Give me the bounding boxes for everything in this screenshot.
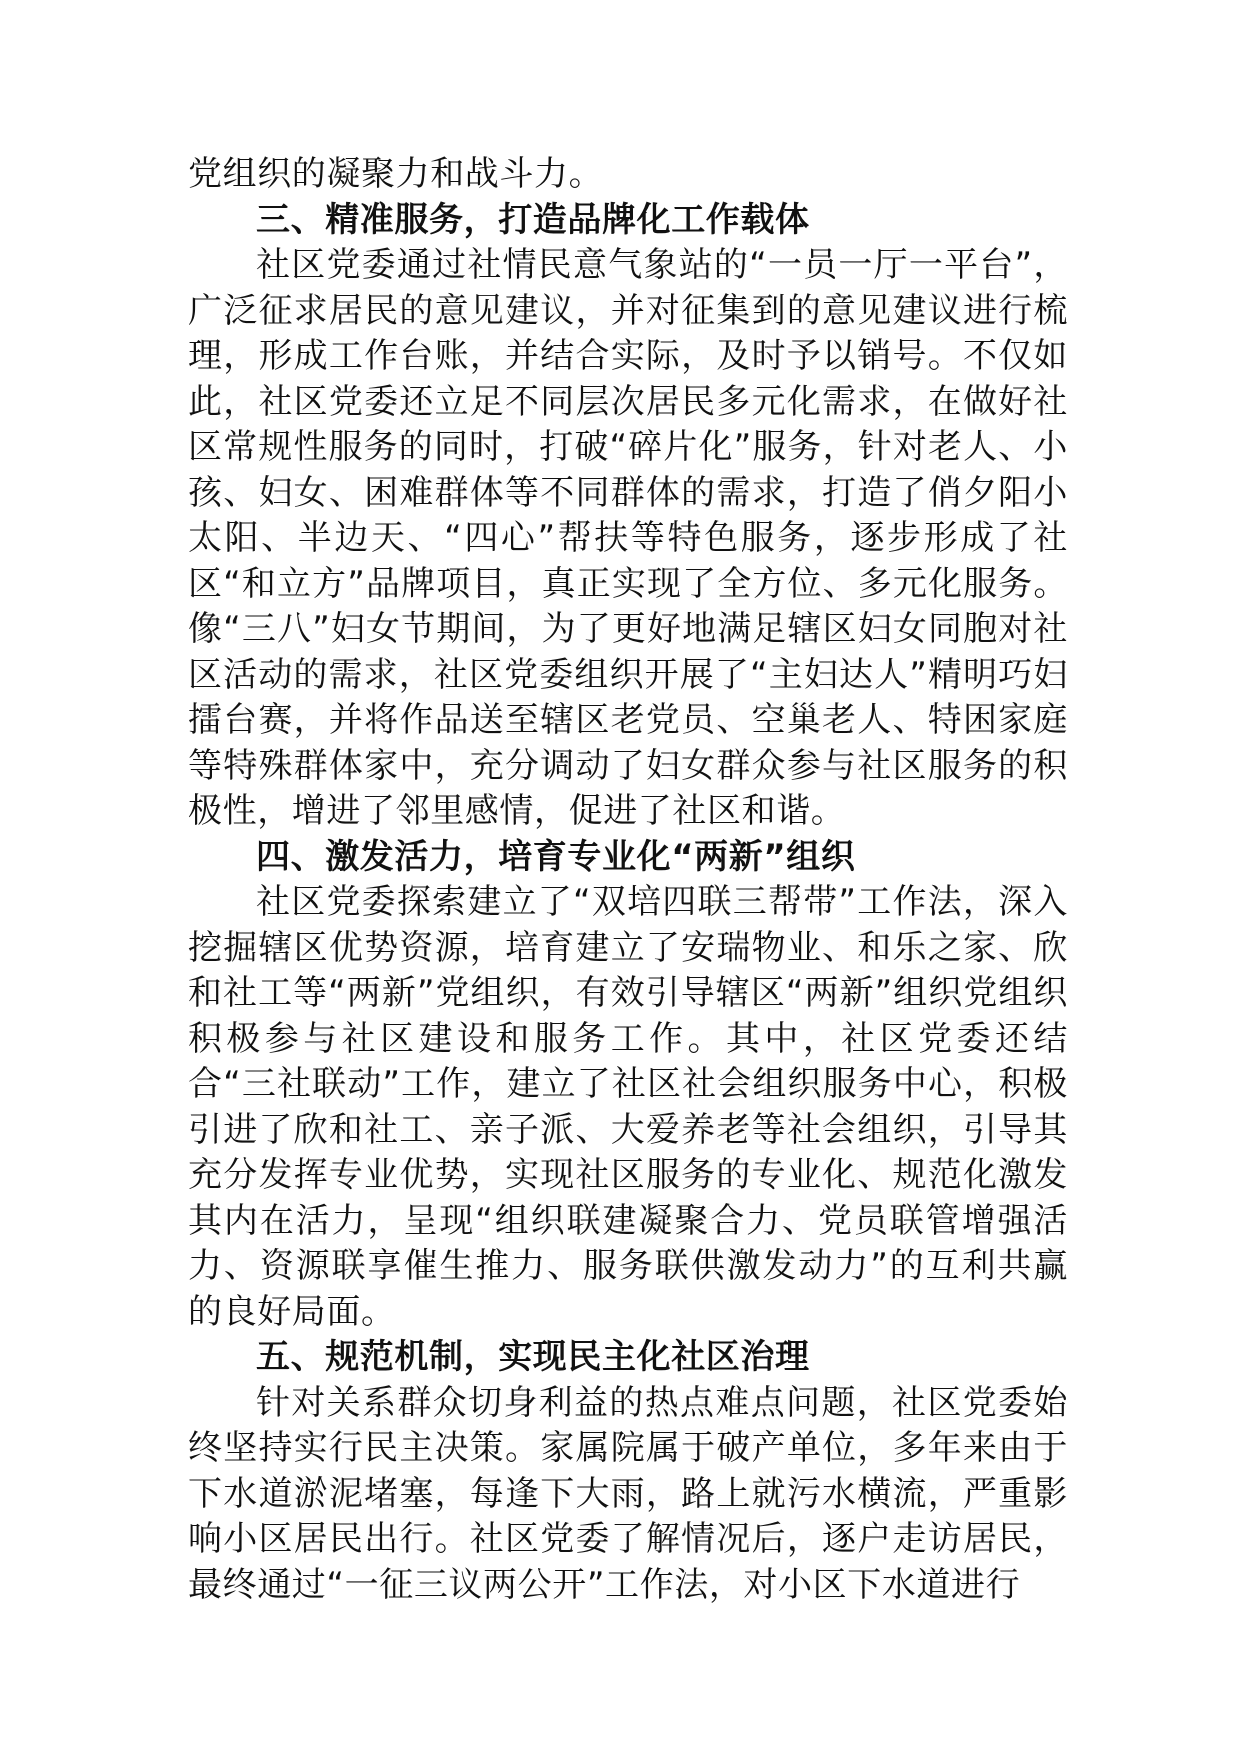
section-body-4: 社区党委探索建立了“双培四联三帮带”工作法，深入挖掘辖区优势资源，培育建立了安瑞物业、和乐之家、欣和社工等“两新”党组织，有效引导辖区“两新”组织党组织积极参与社区建设和服务工作。其中，社区党委还结合“三社联动”工作，建立了社区社会组织服务中心，积极引进了欣和社工、亲子派、大爱养老等社会组织，引导其充分发挥专业优势，实现社区服务的专业化、规范化激发其内在活力，呈现“组织联建凝聚合力、党员联管增强活力、资源联享催生推力、服务联供激发动力”的互利共赢的良好局面。 bbox=[188, 882, 1068, 1332]
lead-paragraph: 党组织的凝聚力和战斗力。 bbox=[188, 154, 604, 194]
section-heading-4: 四、激发活力，培育专业化“两新”组织 bbox=[256, 836, 856, 877]
section-body-3: 社区党委通过社情民意气象站的“一员一厅一平台”，广泛征求居民的意见建议，并对征集到的意见建议进行梳理，形成工作台账，并结合实际，及时予以销号。不仅如此，社区党委还立足不同层次居民多元化需求，在做好社区常规性服务的同时，打破“碎片化”服务，针对老人、小孩、妇女、困难群体等不同群体的需求，打造了俏夕阳小太阳、半边天、“四心”帮扶等特色服务，逐步形成了社区“和立方”品牌项目，真正实现了全方位、多元化服务。像“三八”妇女节期间，为了更好地满足辖区妇女同胞对社区活动的需求，社区党委组织开展了“主妇达人”精明巧妇擂台赛，并将作品送至辖区老党员、空巢老人、特困家庭等特殊群体家中，充分调动了妇女群众参与社区服务的积极性，增进了邻里感情，促进了社区和谐。 bbox=[188, 245, 1068, 831]
section-body-5: 针对关系群众切身利益的热点难点问题，社区党委始终坚持实行民主决策。家属院属于破产单位，多年来由于下水道淤泥堵塞，每逢下大雨，路上就污水横流，严重影响小区居民出行。社区党委了解情况后，逐户走访居民，最终通过“一征三议两公开”工作法，对小区下水道进行 bbox=[188, 1382, 1068, 1605]
section-heading-5: 五、规范机制，实现民主化社区治理 bbox=[256, 1337, 810, 1377]
section-heading-3: 三、精准服务，打造品牌化工作载体 bbox=[256, 199, 810, 240]
document-body bbox=[188, 152, 1068, 1608]
